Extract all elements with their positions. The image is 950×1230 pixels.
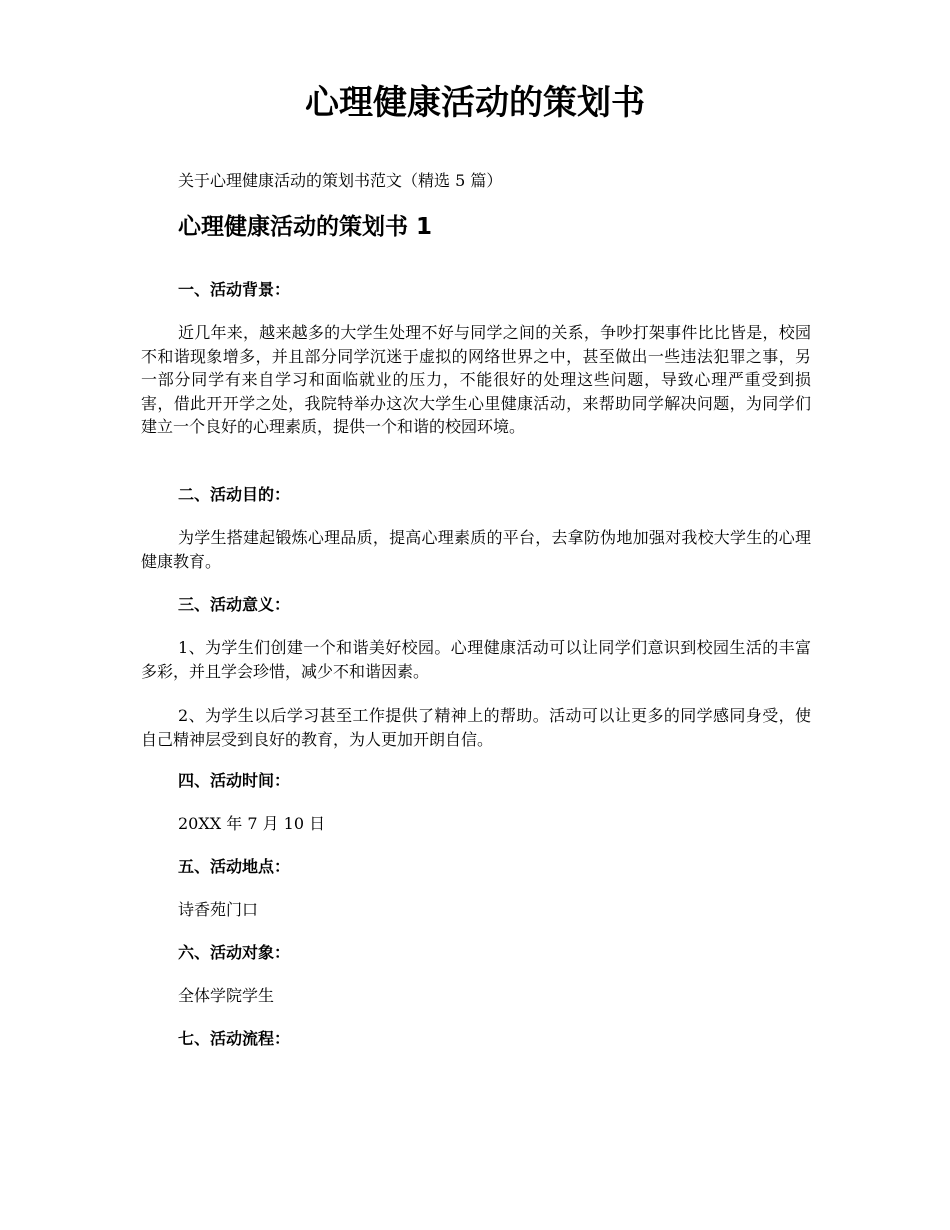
section-paragraph-background: 近几年来，越来越多的大学生处理不好与同学之间的关系，争吵打架事件比比皆是，校园不和谐现象增多，并且部分同学沉迷于虚拟的网络世界之中，甚至做出一些违法犯罪之事，另一部分同学有来自学习和面临就业的压力，不能很好的处理这些问题，导致心理严重受到损害，借此开开学之处，我院特举办这次大学生心里健康活动，来帮助同学解决问题，为同学们建立一个良好的心理素质，提供一个和谐的校园环境。 <box>141 323 811 436</box>
section-value-location: 诗香苑门口 <box>178 900 259 919</box>
section-heading-significance: 三、活动意义： <box>178 595 291 614</box>
section-heading-time: 四、活动时间： <box>178 771 291 790</box>
article-title: 心理健康活动的策划书 1 <box>178 214 433 240</box>
section-paragraph-significance-2: 2、为学生以后学习甚至工作提供了精神上的帮助。活动可以让更多的同学感同身受，使自己精神层受到良好的教育，为人更加开朗自信。 <box>141 706 811 749</box>
section-heading-purpose: 二、活动目的： <box>178 485 291 504</box>
document-title: 心理健康活动的策划书 <box>305 83 645 123</box>
section-heading-location: 五、活动地点： <box>178 857 291 876</box>
section-paragraph-significance-1: 1、为学生们创建一个和谐美好校园。心理健康活动可以让同学们意识到校园生活的丰富多彩，并且学会珍惜，减少不和谐因素。 <box>141 638 811 681</box>
section-value-time: 20XX 年 7 月 10 日 <box>178 814 326 833</box>
section-heading-audience: 六、活动对象： <box>178 943 291 962</box>
section-paragraph-purpose: 为学生搭建起锻炼心理品质，提高心理素质的平台，去拿防伪地加强对我校大学生的心理健康教育。 <box>141 528 811 571</box>
section-heading-process: 七、活动流程： <box>178 1029 291 1048</box>
section-value-audience: 全体学院学生 <box>178 986 275 1005</box>
document-subtitle: 关于心理健康活动的策划书范文（精选 5 篇） <box>178 171 503 190</box>
section-heading-background: 一、活动背景： <box>178 280 291 299</box>
